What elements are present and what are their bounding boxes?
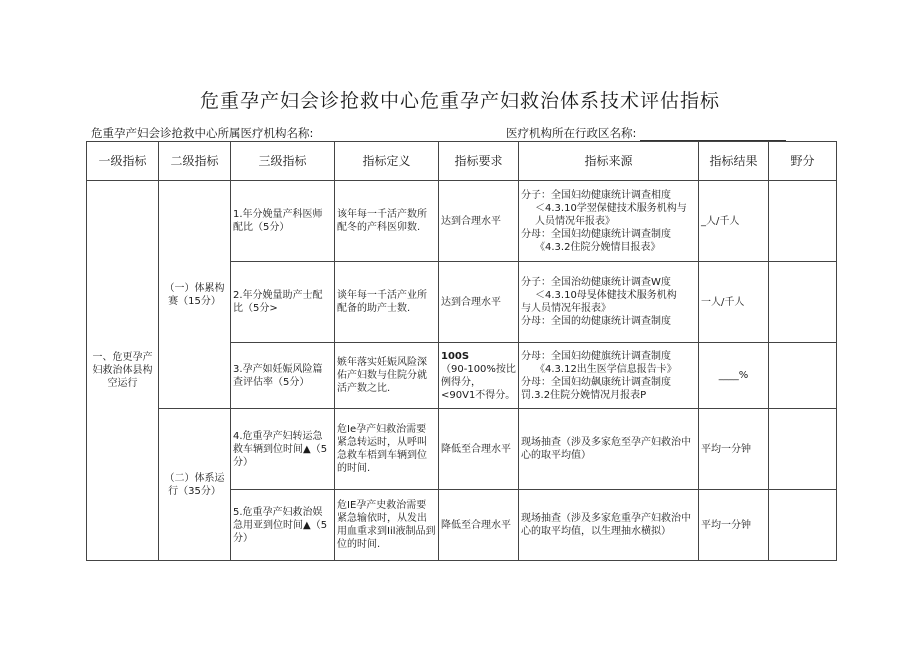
- result-cell: _人/千人: [699, 181, 769, 262]
- institution-name-label: 危重孕产妇会诊抢救中心所属医疗机构名称:: [91, 126, 314, 140]
- level2-cell: （二）体系运行（35分）: [159, 409, 231, 561]
- source-cell: [519, 490, 699, 561]
- region-name-blank: [640, 129, 786, 141]
- requirement-cell: 达到合理水平: [439, 181, 519, 262]
- result-cell: 一人/千人: [699, 262, 769, 343]
- header-cell: 指标要求: [439, 142, 519, 181]
- score-cell: [769, 409, 837, 490]
- source-cell: [519, 343, 699, 409]
- requirement-cell: [439, 343, 519, 409]
- header-cell: 野分: [769, 142, 837, 181]
- source-line: 与人员情况年报表》: [521, 303, 611, 314]
- page-title: 危重孕产妇会诊抢救中心危重孕产妇救治体系技术评估指标: [199, 90, 720, 112]
- definition-cell: 危Ie孕产妇救治需要紧急转运时，从呼叫急救车梧到车辆到位的时间.: [335, 409, 439, 490]
- score-cell: [769, 262, 837, 343]
- requirement-line: <90V1不得分。: [441, 389, 516, 401]
- score-cell: [769, 490, 837, 561]
- result-cell: 平均一分钟: [699, 490, 769, 561]
- source-line: 分母：全国妇幼健康统计调查制度: [521, 228, 671, 240]
- definition-cell: 嫉年落实妊娠风险深佑产妇数与住院分就活产数之比.: [335, 343, 439, 409]
- header-cell: 指标定义: [335, 142, 439, 181]
- header-cell: 三级指标: [231, 142, 335, 181]
- level1-cell: 一、危更孕产妇救治体县构空运行: [87, 181, 159, 561]
- source-line: 《4.3.2住院分娩情目报表》: [535, 241, 661, 253]
- requirement-cell: 降低至合理水平: [439, 490, 519, 561]
- region-name-label: 医疗机构所在行政区名称:: [506, 126, 637, 140]
- level3-cell: 3.孕产如妊娠风险篇查评估率（5分）: [231, 343, 335, 409]
- requirement-line: 100S: [441, 350, 470, 362]
- source-line: 现场抽查（涉及多家危重孕产妇救治中心的取平均值，以生理抽水横拟）: [521, 513, 691, 537]
- requirement-line: （90-100%按比例得分，: [441, 363, 516, 388]
- requirement-cell: 达到合理水平: [439, 262, 519, 343]
- source-line: 分母：全国妇幼飙康统计调查制度罚.3.2住院分娩情况月报表P: [521, 376, 671, 401]
- requirement-cell: 降低至合理水平: [439, 409, 519, 490]
- header-cell: 二级指标: [159, 142, 231, 181]
- level3-cell: 5.危重孕产妇救治娱急用亚到位时间▲（5分）: [231, 490, 335, 561]
- source-line: 分子：全国治幼健康统计调查W度: [521, 277, 671, 288]
- table-row: [87, 409, 837, 490]
- level3-cell: 1.年分娩量产科医师配比（5分）: [231, 181, 335, 262]
- level3-cell: 2.年分娩量助产士配比（5分>: [231, 262, 335, 343]
- header-cell: 一级指标: [87, 142, 159, 181]
- source-line: ＜4.3.10母旻体健技术服务机构: [535, 290, 677, 301]
- definition-cell: 该年每一千活产数所配冬的产科医卯数.: [335, 181, 439, 262]
- level2-cell: （一）体累构赛（15分）: [159, 181, 231, 409]
- source-line: 分母：全国妇幼健旗统计调查制度: [521, 350, 671, 362]
- source-line: 现场抽查（涉及多家危至孕产妇救治中心的取平均值）: [521, 437, 691, 461]
- region-name-field: [506, 125, 786, 141]
- evaluation-table: [86, 141, 837, 561]
- source-line: 分子：全国妇幼健康统计调查相度: [521, 189, 671, 201]
- header-cell: 指标结果: [699, 142, 769, 181]
- header-cell: 指标来源: [519, 142, 699, 181]
- level3-cell: 4.危重孕产妇转运急救车辆到位时间▲（5分）: [231, 409, 335, 490]
- source-cell: [519, 262, 699, 343]
- table-header-row: [87, 142, 837, 181]
- table-row: [87, 181, 837, 262]
- definition-cell: 谈年每一千活产业所配备的助产士数.: [335, 262, 439, 343]
- definition-cell: 危IE孕产史救治需要紧急输依时，从发出用血重求到Iil液制品到位的时间.: [335, 490, 439, 561]
- source-line: 分母：全国的幼健康统计调查制度: [521, 316, 671, 327]
- result-cell: 平均一分钟: [699, 409, 769, 490]
- source-cell: [519, 181, 699, 262]
- score-cell: [769, 181, 837, 262]
- score-cell: [769, 343, 837, 409]
- source-line: ＜4.3.10学翌保健技术服务机构与人员情况年报表》: [535, 202, 687, 227]
- source-line: 《4.3.12出生医学信息报告卡》: [535, 363, 677, 375]
- source-cell: [519, 409, 699, 490]
- result-cell: ____%: [699, 343, 769, 409]
